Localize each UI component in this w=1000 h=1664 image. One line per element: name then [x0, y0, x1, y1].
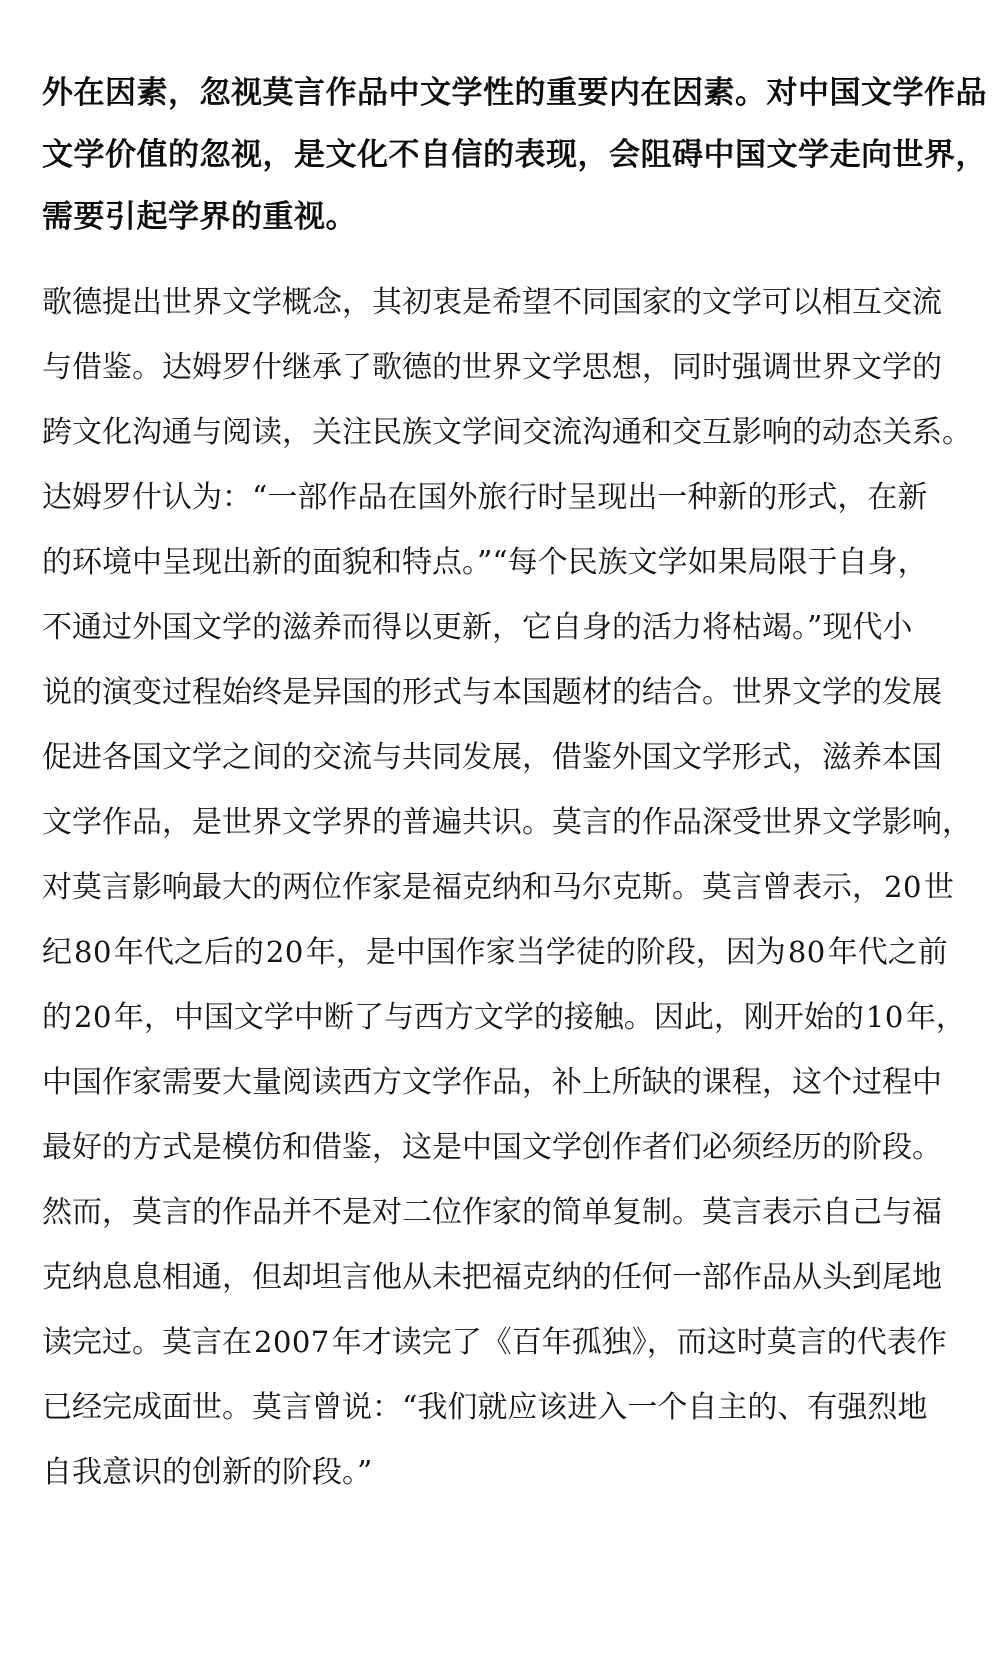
- body-line: [42, 1115, 958, 1180]
- numeral-run: 20: [74, 1000, 112, 1034]
- body-line-text: [42, 985, 966, 1050]
- body-line-text: 与借鉴。达姆罗什继承了歌德的世界文学思想，同时强调世界文学的: [42, 350, 942, 385]
- body-text-run: 年，是中国作家当学徒的阶段，因为: [305, 935, 786, 970]
- body-line-text: 最好的方式是模仿和借鉴，这是中国文学创作者们必须经历的阶段。: [42, 1130, 942, 1165]
- body-text-run: 已经完成面世。莫言曾说：“我们就应该进入一个自主的、有强烈: [42, 1390, 898, 1425]
- body-line-text: [42, 1375, 927, 1440]
- body-line: [42, 660, 958, 725]
- body-text-run: 年，: [905, 1000, 966, 1035]
- body-line-text: 说的演变过程始终是异国的形式与本国题材的结合。世界文学的发展: [42, 675, 942, 710]
- body-line-text: 促进各国文学之间的交流与共同发展，借鉴外国文学形式，滋养本国: [42, 740, 942, 775]
- body-paragraph: [42, 248, 972, 1505]
- body-line: [42, 1310, 958, 1375]
- page-content: [42, 0, 987, 1505]
- body-line-text: 的环境中呈现出新的面貌和特点。”“每个民族文学如果局限于自身，: [42, 545, 928, 580]
- body-text-run: 读完过。莫言在: [42, 1325, 252, 1360]
- numeral-run: 20: [884, 870, 922, 904]
- body-line: [42, 270, 958, 335]
- body-line-text: 文学作品，是世界文学界的普遍共识。莫言的作品深受世界文学影响，: [42, 805, 972, 840]
- lead-line: [42, 62, 987, 124]
- body-line-text: 然而，莫言的作品并不是对二位作家的简单复制。莫言表示自己与福: [42, 1195, 942, 1230]
- body-line: [42, 530, 958, 595]
- body-line-text: 歌德提出世界文学概念，其初衷是希望不同国家的文学可以相互交流: [42, 285, 942, 320]
- body-line: [42, 1245, 958, 1310]
- body-text-run: 年代之后的: [113, 935, 264, 970]
- body-line-text: [42, 920, 948, 985]
- numeral-run: 80: [74, 935, 112, 969]
- body-text-run: 对莫言影响最大的两位作家是福克纳和马尔克斯。莫言曾表示，: [42, 870, 882, 905]
- numeral-run: 80: [787, 935, 826, 969]
- lead-line-text: 需要引起学界的重视。: [42, 199, 357, 234]
- body-line: [42, 985, 966, 1050]
- body-line: [42, 1180, 958, 1245]
- body-line: [42, 1440, 958, 1505]
- body-text-run: 年代之前: [827, 935, 948, 970]
- body-line-text: 自我意识的创新的阶段。”: [42, 1455, 373, 1490]
- body-line-text: 不通过外国文学的滋养而得以更新，它自身的活力将枯竭。”现代小: [42, 610, 913, 645]
- body-text-run: 的: [42, 1000, 72, 1035]
- body-line: [42, 400, 972, 465]
- lead-paragraph: [42, 0, 987, 248]
- body-line-text: [42, 855, 954, 920]
- body-line-text: 克纳息息相通，但却坦言他从未把福克纳的任何一部作品从头到尾地: [42, 1260, 942, 1295]
- body-line-text: [42, 1310, 947, 1375]
- body-text-run: 纪: [42, 935, 72, 970]
- body-line: [42, 335, 958, 400]
- heiti-glyph-run: 地: [897, 1391, 928, 1424]
- body-text-run: 世: [923, 870, 954, 905]
- numeral-run: 2007: [254, 1325, 330, 1359]
- lead-line: [42, 124, 987, 186]
- body-line-text: 中国作家需要大量阅读西方文学作品，补上所缺的课程，这个过程中: [42, 1065, 942, 1100]
- body-line: [42, 465, 958, 530]
- body-line: [42, 1050, 958, 1115]
- lead-line: [42, 186, 958, 248]
- body-text-run: 年，中国文学中断了与西方文学的接触。因此，刚开始的: [113, 1000, 864, 1035]
- body-line-text: 达姆罗什认为：“一部作品在国外旅行时呈现出一种新的形式，在新: [42, 480, 928, 515]
- body-line: [42, 855, 958, 920]
- body-line: [42, 595, 958, 660]
- body-line-text: 跨文化沟通与阅读，关注民族文学间交流沟通和交互影响的动态关系。: [42, 415, 972, 450]
- lead-line-text: 外在因素，忽视莫言作品中文学性的重要内在因素。对中国文学作品: [42, 75, 987, 110]
- body-line: [42, 790, 972, 855]
- lead-line-text: 文学价值的忽视，是文化不自信的表现，会阻碍中国文学走向世界，: [42, 137, 987, 172]
- body-line: [42, 725, 958, 790]
- numeral-run: 20: [265, 935, 304, 969]
- numeral-run: 10: [865, 1000, 904, 1034]
- body-line: [42, 1375, 958, 1440]
- body-text-run: 年才读完了《百年孤独》，而这时莫言的代表作: [331, 1325, 947, 1360]
- body-line: [42, 920, 958, 985]
